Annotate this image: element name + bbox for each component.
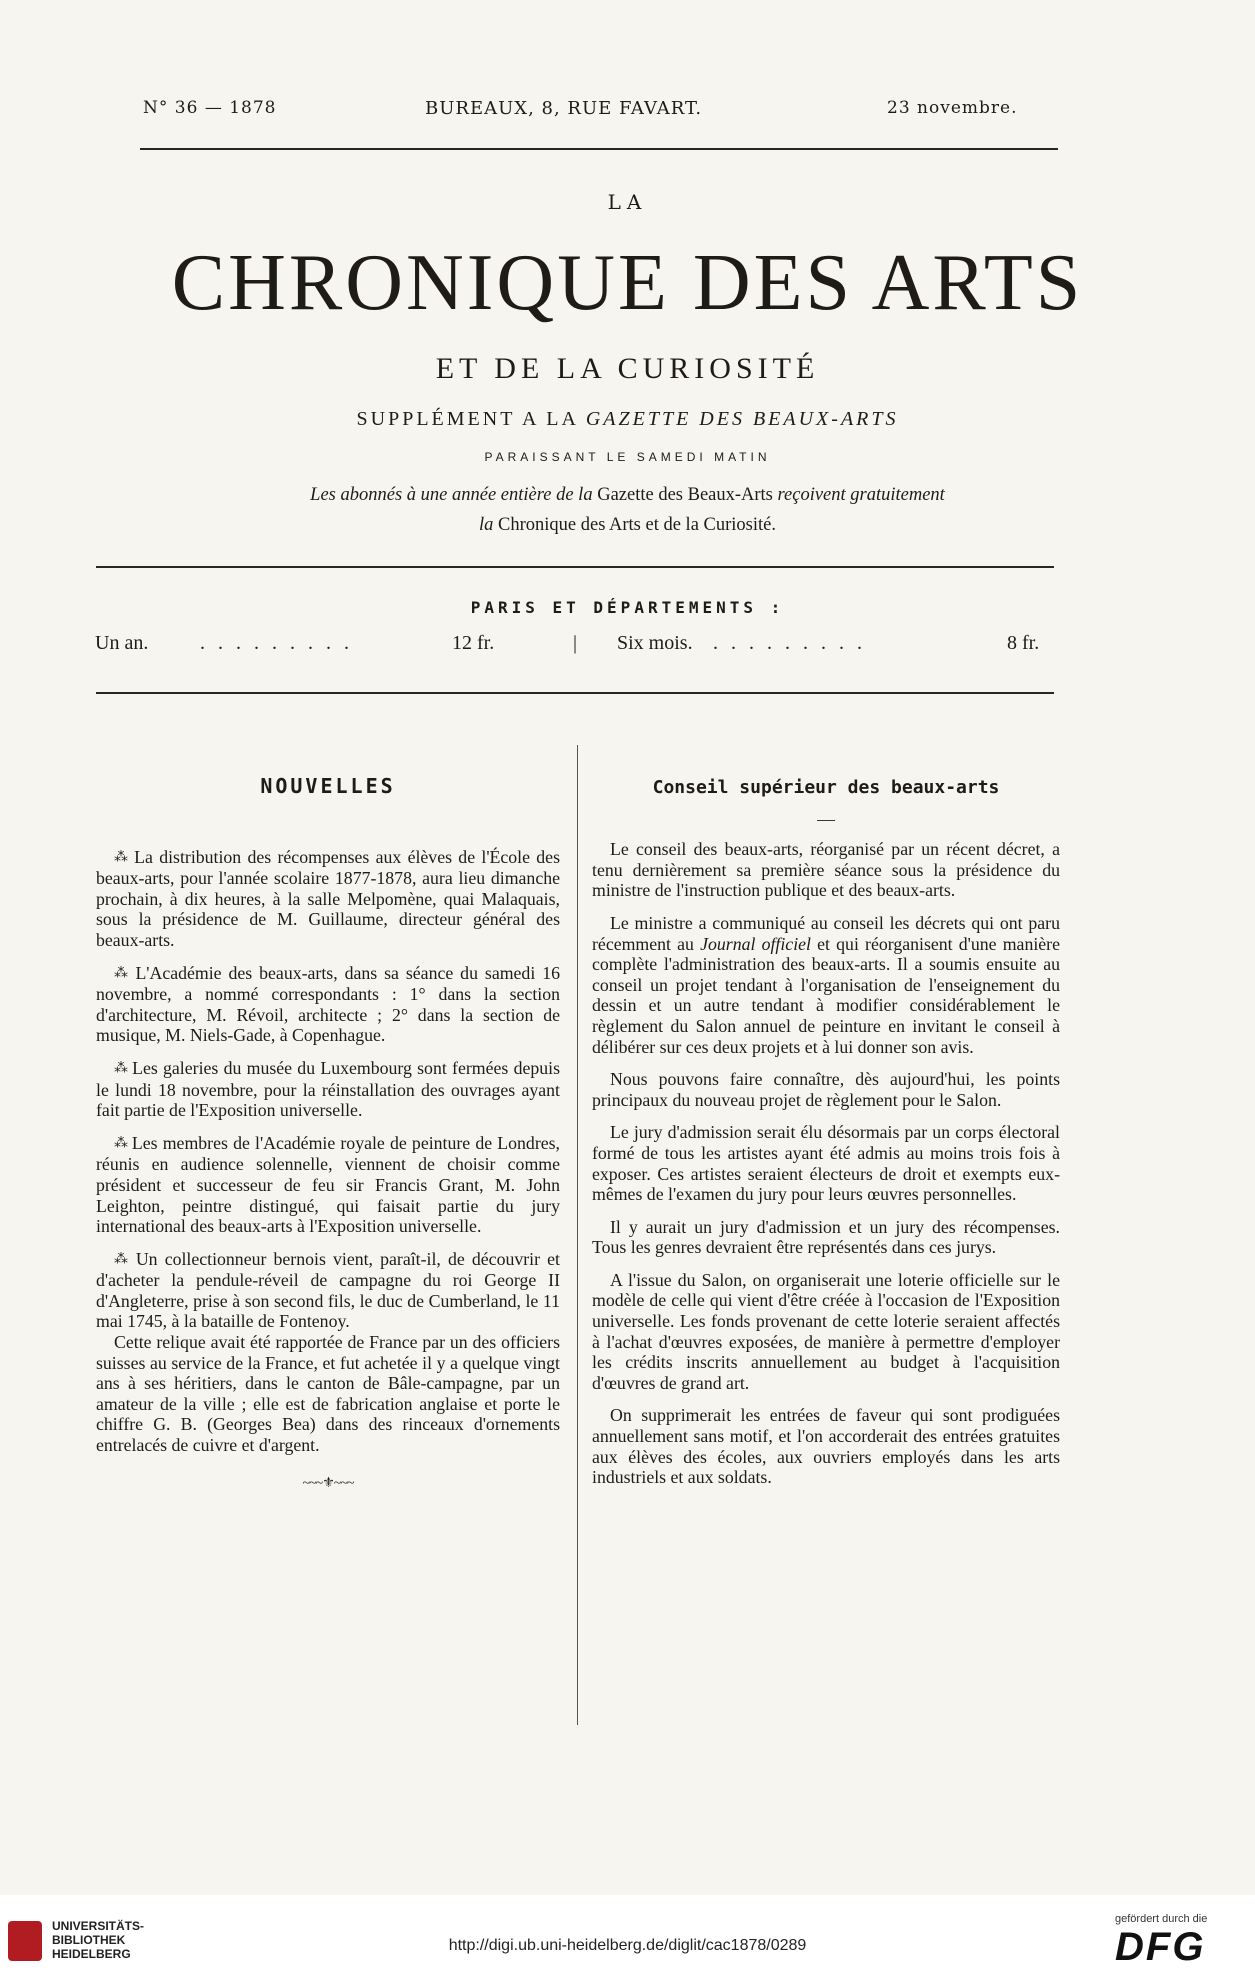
news-text: Les membres de l'Académie royale de peinture de Londres, réunis en audience solennelle, viennent de choisir comme président et successeur de feu sir Francis Grant, M. John Leighton, peintre distingué, qui faisait partie du jury international des beaux-arts à l'Exposition universelle. [96,1132,561,1237]
source-url[interactable]: http://digi.ub.uni-heidelberg.de/diglit/cac1878/0289 [448,1937,807,1954]
supplement-gazette: GAZETTE DES BEAUX-ARTS [585,408,899,430]
library-line: UNIVERSITÄTS- [52,1919,145,1933]
article-paragraph: Il y aurait un jury d'admission et un jury des récompenses. Tous les genres devraient être représentés dans ces jurys. [592,1216,1060,1258]
issue-date: 23 novembre. [887,98,1018,118]
news-text: L'Académie des beaux-arts, dans sa séance du samedi 16 novembre, a nommé correspondants : 1° dans la section d'architecture, M. Révoil, architecte ; 2° dans la section de musique, M. Niels-Gade, à Copenhague. [96,962,560,1046]
asterism: ⁂ [114,965,129,981]
digitization-footer [0,1895,1255,1987]
article-paragraph: Le jury d'admission serait élu désormais par un corps électoral formé de tous les artistes ayant été admis au moins trois fois à exposer. Ces artistes seraient électeurs de droit et exempts eux-mêmes de l'examen du jury pour leurs œuvres personnelles. [592,1122,1060,1205]
news-text: Un collectionneur bernois vient, paraît-il, de découvrir et d'acheter la pendule-réveil de campagne du roi George II d'Angleterre, prise à son second fils, le duc de Cumberland, le 11 mai 1745, à la bataille de Fontenoy. [96,1248,560,1332]
end-ornament: ~~~⚜~~~ [302,1475,354,1491]
note-italic-3: la [479,515,494,535]
article-paragraph [592,913,1060,1057]
issue-number: N° 36 — 1878 [143,98,277,118]
news-item [96,1058,560,1121]
news-item [96,1133,560,1237]
nouvelles-heading: NOUVELLES [260,774,396,798]
news-item-continued: Cette relique avait été rapportée de France par un des officiers suisses au service de la France, et fut achetée il y a quelque vingt ans à ses héritiers, dans le canton de Bâle-campagne, par un amateur de la ville ; elle est de fabrication anglaise et porte le chiffre G. B. (Georges Bea) dans des rinceaux d'ornements entrelacés de cuivre et d'argent. [96,1332,560,1456]
asterism: ⁂ [114,1060,127,1076]
article-paragraph: On supprimerait les entrées de faveur qui sont prodiguées annuellement sans motif, et l'on accorderait des entrées gratuites aux élèves des écoles, aux ouvriers employés dans les arts industriels et aux soldats. [592,1405,1060,1488]
article-paragraph: Le conseil des beaux-arts, réorganisé par un récent décret, a tenu dernièrement sa première séance sous la présidence du ministre de l'instruction publique et des beaux-arts. [592,839,1060,901]
year-price: 12 fr. [452,632,495,654]
article-paragraph: Nous pouvons faire connaître, dès aujourd'hui, les points principaux du nouveau projet de règlement pour le Salon. [592,1069,1060,1110]
dfg-logo: DFG [1115,1925,1206,1969]
price-separator: | [573,632,578,654]
news-text: La distribution des récompenses aux élèves de l'École des beaux-arts, pour l'année scolaire 1877-1878, aura lieu dimanche prochain, à dix heures, à la salle Melpomène, quai Malaquais, sous la présidence de M. Guillaume, directeur général des beaux-arts. [96,846,560,950]
half-year-label: Six mois. [617,632,693,654]
asterism: ⁂ [114,1251,129,1267]
news-item [96,1249,560,1332]
left-column [96,776,560,1494]
library-line: HEIDELBERG [52,1947,131,1961]
subscription-rule [96,692,1054,694]
subscriber-note-line2 [0,515,1255,536]
masthead-rule [96,566,1054,568]
conseil-heading: Conseil supérieur des beaux-arts [652,777,1000,798]
news-item [96,847,560,951]
paragraph-text: Le ministre a communiqué au conseil les décrets qui ont paru récemment au [592,912,1060,954]
article-paragraph: A l'issue du Salon, on organiserait une loterie officielle sur le modèle de celle qui vient d'être créée à l'occasion de l'Exposition universelle. Les fonds provenant de cette loterie seraient affectés à l'achat d'œuvres exposées, de manière à permettre d'employer les crédits inscrits annuellement au budget à l'acquisition d'œuvres de grand art. [592,1269,1060,1393]
asterism: ⁂ [114,1135,127,1151]
asterism: ⁂ [114,849,128,865]
note-italic-1: Les abonnés à une année entière de la [310,485,593,505]
journal-officiel: Journal officiel [700,933,811,954]
supplement-line [0,408,1255,431]
right-column [592,778,1060,1500]
year-dots: . . . . . . . . . [200,632,353,654]
half-year-dots: . . . . . . . . . [713,632,866,654]
news-item [96,963,560,1046]
header-rule [140,148,1058,150]
publication-schedule: PARAISSANT LE SAMEDI MATIN [484,450,771,464]
note-plain-1: Gazette des Beaux-Arts [597,485,773,505]
office-address: BUREAUX, 8, RUE FAVART. [425,98,703,119]
paragraph-text: et qui réorganisent d'une manière complète l'administration des beaux-arts. Il a soumis ensuite au conseil un projet tendant à l'organisation de l'enseignement du dessin et un autre tendant à modifier considérablement le règlement du Salon annuel de peinture en invitant le conseil à délibérer sur ces deux projets et à lui donner son avis. [592,933,1060,1057]
year-label: Un an. [95,632,149,654]
heading-dash: — [817,808,835,829]
note-italic-2: reçoivent gratuitement [777,485,945,505]
supplement-prefix: SUPPLÉMENT A LA [356,408,578,430]
library-line: BIBLIOTHEK [52,1933,126,1947]
subscription-heading: PARIS ET DÉPARTEMENTS : [470,598,785,617]
note-plain-2: Chronique des Arts et de la Curiosité. [498,515,776,535]
column-divider [577,745,578,1725]
masthead-la: LA [607,190,648,214]
masthead-subtitle: ET DE LA CURIOSITÉ [435,352,820,385]
subscriber-note-line1 [0,485,1255,506]
funding-note: gefördert durch die [1115,1913,1208,1925]
news-text: Les galeries du musée du Luxembourg sont fermées depuis le lundi 18 novembre, pour la réinstallation des ouvrages ayant fait partie de l'Exposition universelle. [96,1057,560,1121]
masthead-title: CHRONIQUE DES ARTS [171,239,1084,327]
half-year-price: 8 fr. [1007,632,1040,654]
